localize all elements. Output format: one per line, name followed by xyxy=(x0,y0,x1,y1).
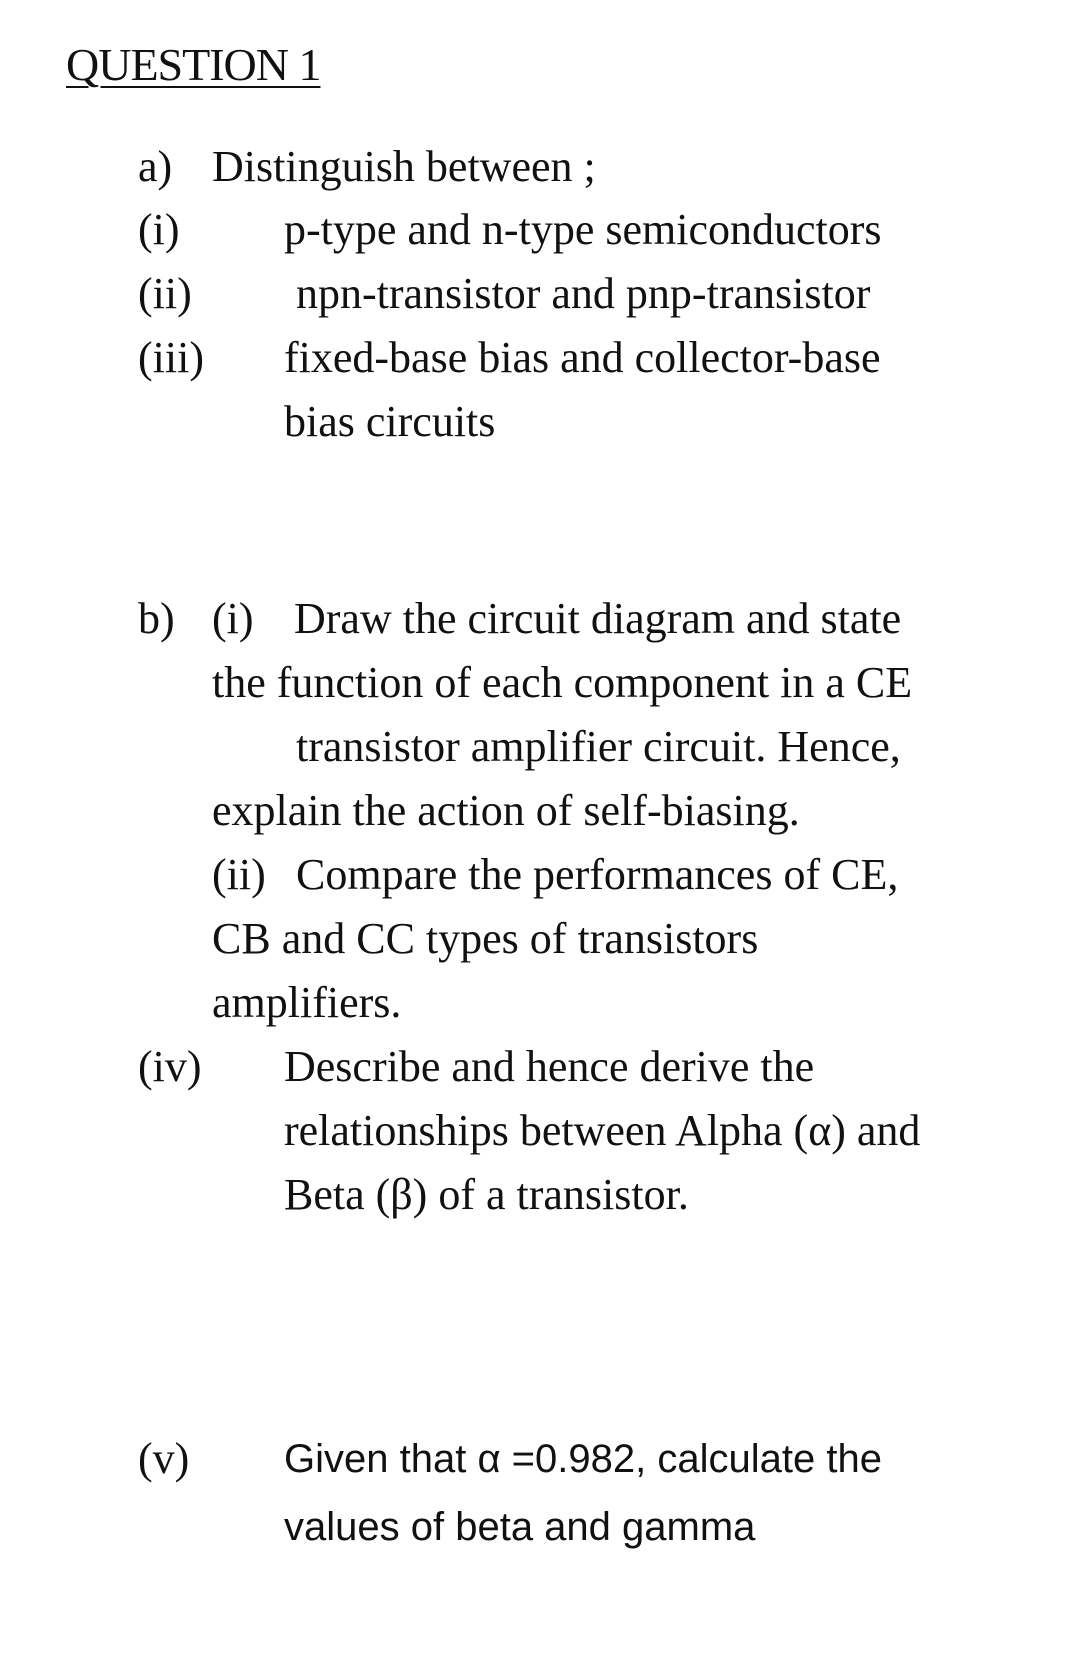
part-b-sub-ii-marker: (ii) xyxy=(212,850,266,899)
part-b-sub-i-line-2: the function of each component in a CE xyxy=(212,658,913,707)
part-b-sub-iv-line-3: Beta (β) of a transistor. xyxy=(284,1170,689,1219)
part-b-sub-i-line-1: Draw the circuit diagram and state xyxy=(294,594,902,643)
part-a-item-ii-marker: (ii) xyxy=(138,269,192,318)
part-a-item-iii-text-line-1: fixed-base bias and collector-base xyxy=(284,333,881,382)
part-b-sub-v-line-2: values of beta and gamma xyxy=(284,1505,756,1549)
part-b-sub-ii-line-1: Compare the performances of CE, xyxy=(296,850,899,899)
part-b-sub-iv-line-1: Describe and hence derive the xyxy=(284,1042,815,1091)
part-b-sub-iv-marker: (iv) xyxy=(138,1042,202,1091)
part-b-sub-v-line-1: Given that α =0.982, calculate the xyxy=(284,1437,882,1481)
part-a-item-iii-text-line-2: bias circuits xyxy=(284,397,496,446)
part-a-item-i-text: p-type and n-type semiconductors xyxy=(284,205,882,254)
question-title: QUESTION 1 xyxy=(66,39,321,90)
part-b-label: b) xyxy=(138,594,175,643)
part-b-sub-ii-line-2: CB and CC types of transistors xyxy=(212,914,759,963)
part-a-item-ii-text: npn-transistor and pnp-transistor xyxy=(296,269,871,318)
part-a-intro: Distinguish between ; xyxy=(212,142,596,191)
part-b-sub-ii-line-3: amplifiers. xyxy=(212,978,402,1027)
part-a-item-iii-marker: (iii) xyxy=(138,333,204,382)
part-a-item-i-marker: (i) xyxy=(138,205,180,254)
part-b-sub-i-line-3: transistor amplifier circuit. Hence, xyxy=(296,722,901,771)
part-b-sub-i-line-4: explain the action of self-biasing. xyxy=(212,786,800,835)
part-b-sub-i-marker: (i) xyxy=(212,594,254,643)
part-b-sub-v-marker: (v) xyxy=(138,1434,190,1483)
part-b-sub-iv-line-2: relationships between Alpha (α) and xyxy=(284,1106,921,1155)
part-a-label: a) xyxy=(138,142,173,191)
